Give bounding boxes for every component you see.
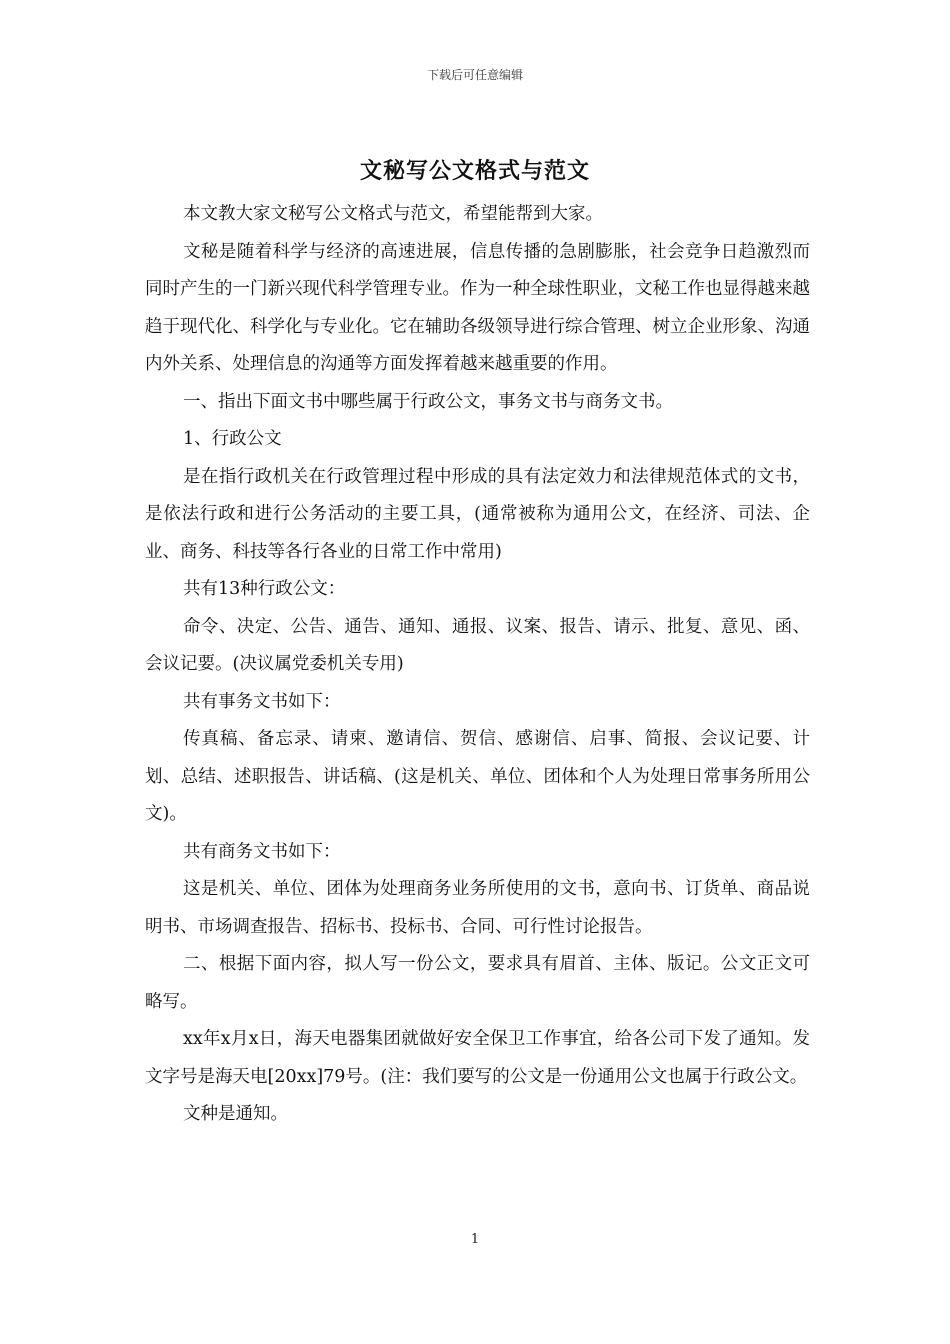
- paragraph-business-doc-list: 这是机关、单位、团体为处理商务业务所使用的文书，意向书、订货单、商品说明书、市场调查报告、招标书、投标书、合同、可行性讨论报告。: [145, 879, 810, 937]
- paragraph-secretary-overview: 文秘是随着科学与经济的高速进展，信息传播的急剧膨胀，社会竞争日趋激烈而同时产生的一门新兴现代科学管理专业。作为一种全球性职业，文秘工作也显得越来越趋于现代化、科学化与专业化。它在辅助各级领导进行综合管理、树立企业形象、沟通内外关系、处理信息的沟通等方面发挥着越来越重要的作用。: [145, 241, 810, 374]
- page-header-note: 下载后可任意编辑: [426, 68, 523, 82]
- paragraph-business-doc-heading: 共有商务文书如下：: [183, 841, 341, 862]
- paragraph-affairs-doc-heading: 共有事务文书如下：: [183, 691, 341, 712]
- paragraph-admin-doc-list: 命令、决定、公告、通告、通知、通报、议案、报告、请示、批复、意见、函、会议记要。(决议属党委机关专用): [145, 616, 810, 674]
- paragraph-admin-doc-definition: 是在指行政机关在行政管理过程中形成的具有法定效力和法律规范体式的文书，是依法行政和进行公务活动的主要工具，(通常被称为通用公文，在经济、司法、企业、商务、科技等各行各业的日常工作中常用): [145, 466, 810, 562]
- paragraph-admin-doc-count: 共有13种行政公文：: [183, 579, 346, 599]
- page-number: 1: [470, 1232, 480, 1247]
- document-title: 文秘写公文格式与范文: [359, 158, 590, 184]
- paragraph-section-one-heading: 一、指出下面文书中哪些属于行政公文，事务文书与商务文书。: [183, 391, 673, 412]
- paragraph-intro: 本文教大家文秘写公文格式与范文，希望能帮到大家。: [183, 204, 603, 224]
- paragraph-notice-scenario: xx年x月x日，海天电器集团就做好安全保卫工作事宜，给各公司下发了通知。发文字号是海天电[20xx]79号。(注：我们要写的公文是一份通用公文也属于行政公文。: [145, 1029, 810, 1087]
- document-body: [145, 196, 810, 1134]
- paragraph-doc-type: 文种是通知。: [183, 1104, 288, 1124]
- paragraph-section-two-heading: 二、根据下面内容，拟人写一份公文，要求具有眉首、主体、版记。公文正文可略写。: [145, 954, 810, 1012]
- paragraph-affairs-doc-list: 传真稿、备忘录、请柬、邀请信、贺信、感谢信、启事、简报、会议记要、计划、总结、述职报告、讲话稿、(这是机关、单位、团体和个人为处理日常事务所用公文)。: [145, 729, 810, 824]
- paragraph-admin-doc-heading: 1、行政公文: [183, 429, 282, 449]
